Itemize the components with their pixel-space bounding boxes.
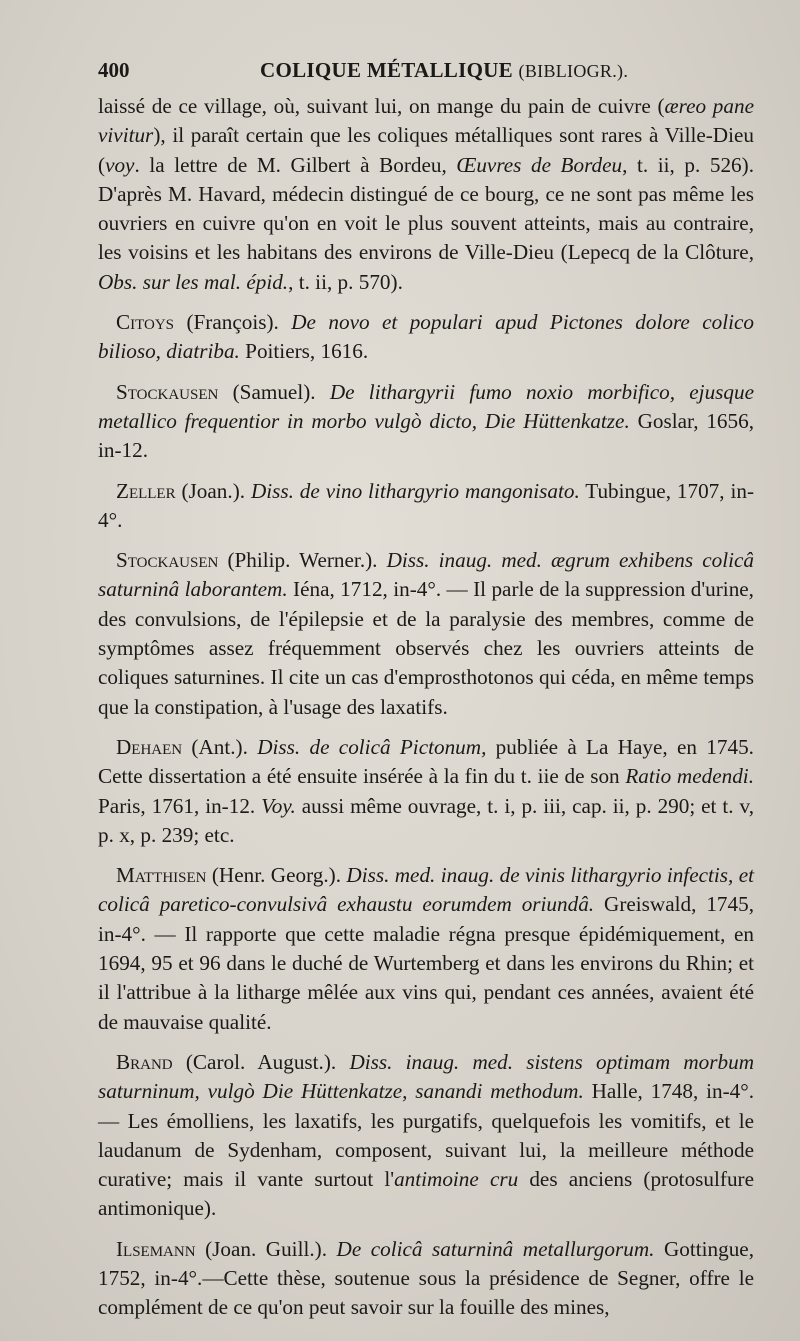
entry-author: Matthisen (116, 863, 207, 888)
entry-forename: (Philip. Werner.). (218, 548, 387, 573)
entry-title: Diss. inaug. med. sistens optimam morbum saturninum, vulgò Die Hüttenkatze, sanandi methodum. (98, 1049, 755, 1104)
entry-forename: (Joan. Guill.). (195, 1236, 337, 1261)
entry-author: Zeller (116, 478, 176, 503)
entry-title: Ratio medendi. (625, 764, 754, 789)
running-title-text: COLIQUE MÉTALLIQUE (260, 58, 513, 82)
page-body (98, 92, 754, 1323)
entry-text: Iéna, 1712, in-4°. — Il parle de la suppression d'urine, des convulsions, de l'épilepsie et de la paralysie des membres, comme de symptômes assez fréquemment observés chez les ouvriers atteints de coliques saturnines. Il cite un cas d'emprosthotonos qui céda, en même temps que la constipation, à l'usage des laxatifs. (98, 577, 754, 719)
page-header (98, 58, 753, 88)
entry-forename: (Samuel). (218, 379, 330, 404)
entry-title: Diss. med. inaug. de vinis lithargyrio infectis, et colicâ paretico-convulsivâ exhaustu eorumdem oriundâ. (98, 863, 754, 917)
work-title: Obs. sur les mal. épid. (98, 269, 289, 294)
bib-entry (98, 308, 754, 367)
entry-text: aussi même ouvrage, t. i, p. iii, cap. ii, p. 290; et t. v, p. x, p. 239; etc. (98, 793, 754, 847)
entry-forename: (François). (174, 310, 292, 335)
entry-title: De novo et populari apud Pictones dolore colico bilioso, diatriba. (98, 310, 754, 364)
entry-title: Diss. de vino lithargyrio mangonisato. (250, 478, 580, 503)
entry-text: Paris, 1761, in-12. (98, 793, 262, 818)
entry-forename: (Carol. August.). (172, 1049, 350, 1074)
entry-author: Ilsemann (116, 1236, 196, 1261)
voy-abbrev: Voy. (261, 793, 296, 818)
entry-forename: (Henr. Georg.). (206, 863, 347, 888)
text-run: ), il paraît certain que les coliques métalliques sont rares à Ville-Dieu ( (98, 123, 754, 177)
text-run: . la lettre de M. Gilbert à Bordeu, (134, 152, 457, 177)
text-run: , t. ii, p. 570). (288, 269, 403, 294)
entry-text: Poitiers, 1616. (239, 339, 369, 364)
work-title: Œuvres de Bordeu (456, 152, 623, 177)
bib-entry (98, 477, 754, 536)
entry-author: Citoys (116, 310, 175, 335)
bib-entry (98, 1235, 754, 1323)
entry-text: Halle, 1748, in-4°. — Les émolliens, les laxatifs, les purgatifs, quelquefois les vomitifs, et le laudanum de Sydenham, composent, suivant lui, la meilleure méthode curative; mais il vante surtout l' (98, 1079, 754, 1192)
entry-author: Dehaen (116, 734, 183, 759)
entry-author: Brand (116, 1049, 173, 1074)
entry-forename: (Joan.). (175, 478, 251, 503)
entry-text: Tubingue, 1707, in-4°. (98, 478, 754, 532)
bib-entry (98, 378, 754, 466)
entry-text: Greiswald, 1745, in-4°. — Il rapporte que cette maladie régna presque épidémiquement, en 1694, 95 et 96 dans le duché de Wurtemberg et dans les environs du Rhin; et il l'attribue à la litharge mêlée aux vins qui, pendant ces années, avaient été de mauvaise qualité. (98, 892, 755, 1034)
entry-title: De colicâ saturninâ metallurgorum. (336, 1236, 655, 1261)
entry-title: Diss. de colicâ Pictonum, (257, 734, 487, 759)
bib-entry (98, 546, 754, 722)
entry-author: Stockausen (116, 548, 219, 573)
text-run: laissé de ce village, où, suivant lui, on mange du pain de cuivre ( (98, 94, 665, 118)
entry-title: Diss. inaug. med. ægrum exhibens colicâ saturninâ laborantem. (98, 548, 754, 602)
latin-quote: æreo pane vivitur (98, 94, 754, 148)
entry-text: Gottingue, 1752, in-4°.—Cette thèse, soutenue sous la présidence de Segner, offre le complément de ce qu'on peut savoir sur la fouille des mines, (98, 1236, 754, 1320)
text-run: , t. ii, p. 526). D'après M. Havard, médecin distingué de ce bourg, ce ne sont pas même les ouvriers en cuivre qu'on en voit le plus souvent atteints, mais au contraire, les voisins et les habitans des environs de Ville-Dieu (Lepecq de la Clôture, (98, 152, 754, 265)
entry-author: Stockausen (116, 379, 219, 404)
running-title (260, 58, 628, 83)
entry-text: publiée à La Haye, en 1745. Cette dissertation a été ensuite insérée à la fin du t. iie de son (98, 734, 754, 789)
bib-entry (98, 733, 754, 850)
entry-title: De lithargyrii fumo noxio morbifico, ejusque metallico frequentior in morbo vulgò dicto, Die Hüttenkatze. (98, 379, 754, 433)
entry-forename: (Ant.). (182, 734, 258, 759)
voy-abbrev: voy (105, 152, 135, 177)
continuation-paragraph (98, 92, 754, 297)
bib-entry (98, 1048, 754, 1224)
running-section: (BIBLIOGR.). (518, 61, 629, 81)
entry-text: Goslar, 1656, in-12. (98, 408, 754, 463)
page-number: 400 (98, 58, 130, 82)
bib-entry (98, 861, 754, 1037)
entry-title: antimoine cru (394, 1167, 519, 1192)
entry-text: des anciens (protosulfure antimonique). (98, 1167, 754, 1221)
